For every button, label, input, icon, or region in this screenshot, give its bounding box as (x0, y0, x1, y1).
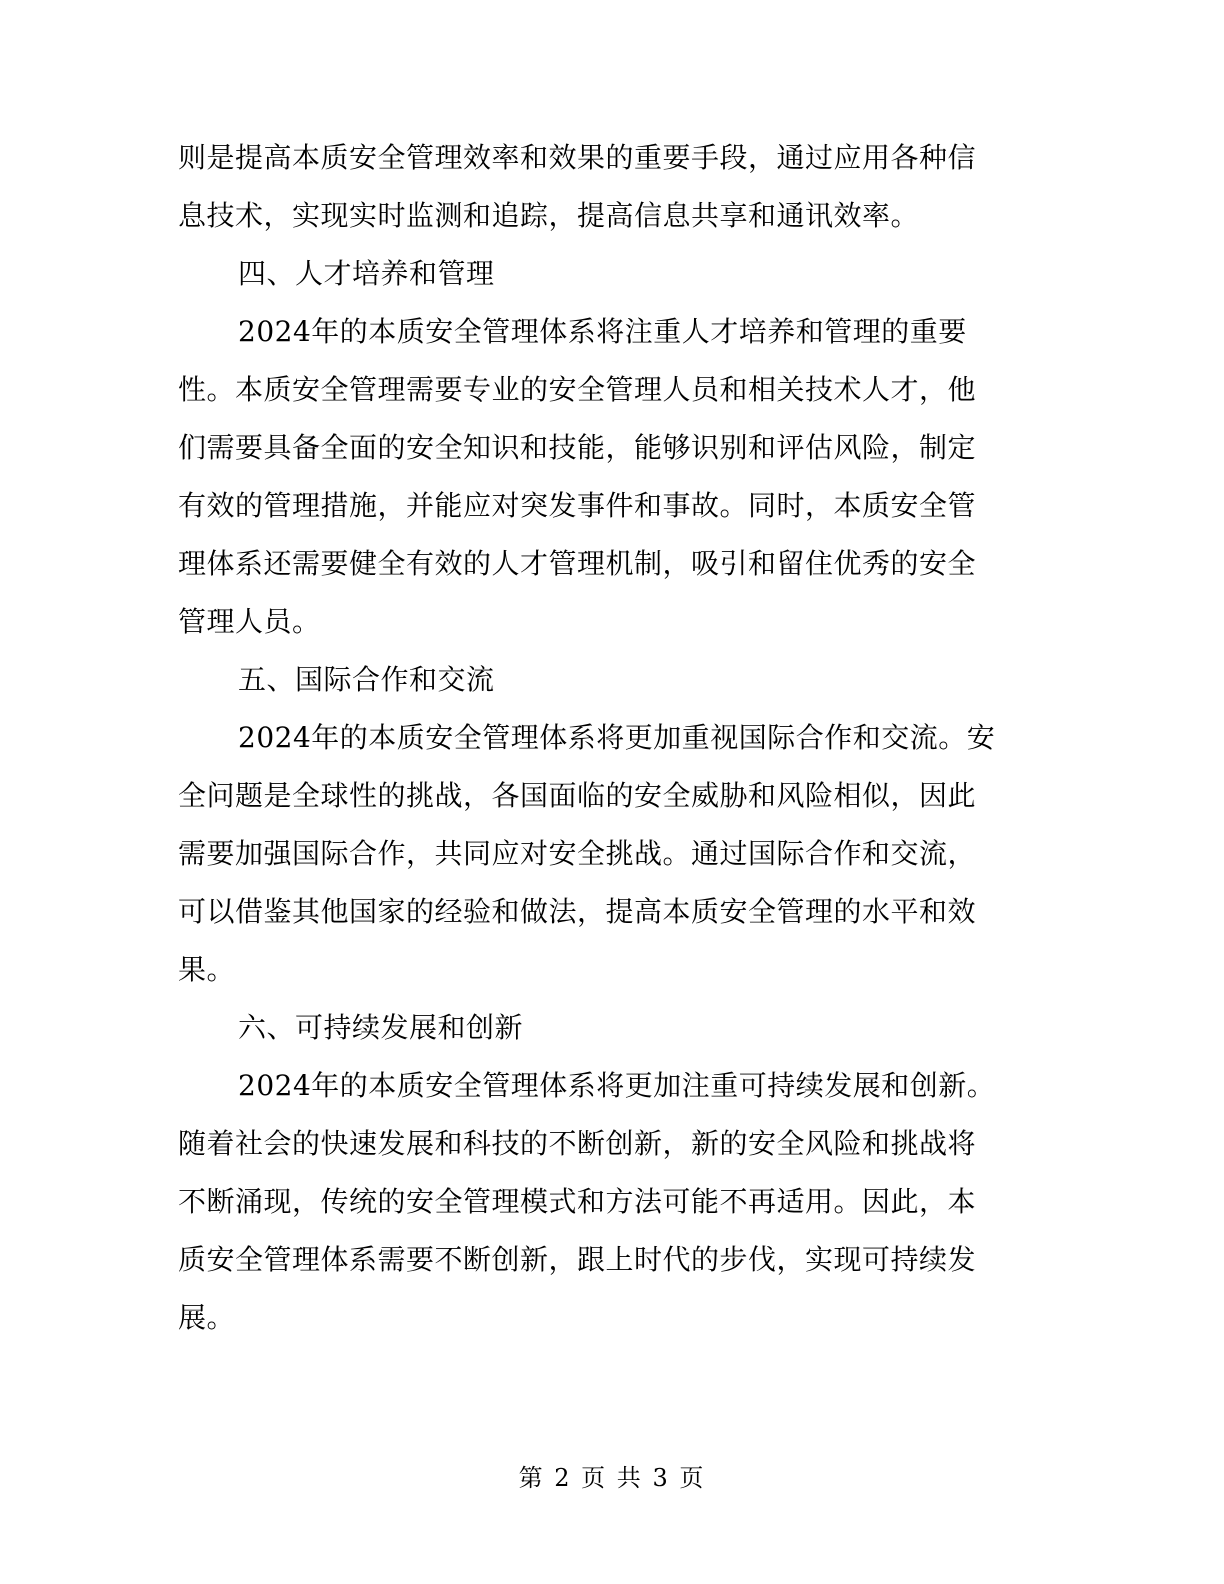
paragraph-line: 需要加强国际合作，共同应对安全挑战。通过国际合作和交流， (178, 837, 977, 870)
paragraph-line: 随着社会的快速发展和科技的不断创新，新的安全风险和挑战将 (178, 1127, 977, 1160)
paragraph-line: 果。 (178, 953, 236, 986)
paragraph-line: 2024年的本质安全管理体系将注重人才培养和管理的重要 (238, 315, 967, 348)
paragraph-line: 们需要具备全面的安全知识和技能，能够识别和评估风险，制定 (178, 431, 977, 464)
section-heading-sustainability: 六、可持续发展和创新 (238, 1011, 524, 1044)
paragraph-line: 不断涌现，传统的安全管理模式和方法可能不再适用。因此，本 (178, 1185, 977, 1218)
section-heading-talent: 四、人才培养和管理 (238, 257, 495, 290)
document-body (178, 129, 1020, 1347)
paragraph-line: 全问题是全球性的挑战，各国面临的安全威胁和风险相似，因此 (178, 779, 977, 812)
section-heading-international: 五、国际合作和交流 (238, 663, 495, 696)
paragraph-line: 2024年的本质安全管理体系将更加注重可持续发展和创新。 (238, 1069, 996, 1102)
paragraph-line: 则是提高本质安全管理效率和效果的重要手段，通过应用各种信 (178, 141, 977, 174)
paragraph-line: 有效的管理措施，并能应对突发事件和事故。同时，本质安全管 (178, 489, 977, 522)
paragraph-line: 理体系还需要健全有效的人才管理机制，吸引和留住优秀的安全 (178, 547, 977, 580)
paragraph-line: 质安全管理体系需要不断创新，跟上时代的步伐，实现可持续发 (178, 1243, 977, 1276)
paragraph-line: 管理人员。 (178, 605, 321, 638)
paragraph-line: 性。本质安全管理需要专业的安全管理人员和相关技术人才，他 (178, 373, 977, 406)
paragraph-line: 展。 (178, 1301, 236, 1334)
paragraph-line: 2024年的本质安全管理体系将更加重视国际合作和交流。安 (238, 721, 996, 754)
page-number-footer: 第 2 页 共 3 页 (518, 1464, 706, 1492)
paragraph-line: 息技术，实现实时监测和追踪，提高信息共享和通讯效率。 (178, 199, 920, 232)
paragraph-line: 可以借鉴其他国家的经验和做法，提高本质安全管理的水平和效 (178, 895, 977, 928)
